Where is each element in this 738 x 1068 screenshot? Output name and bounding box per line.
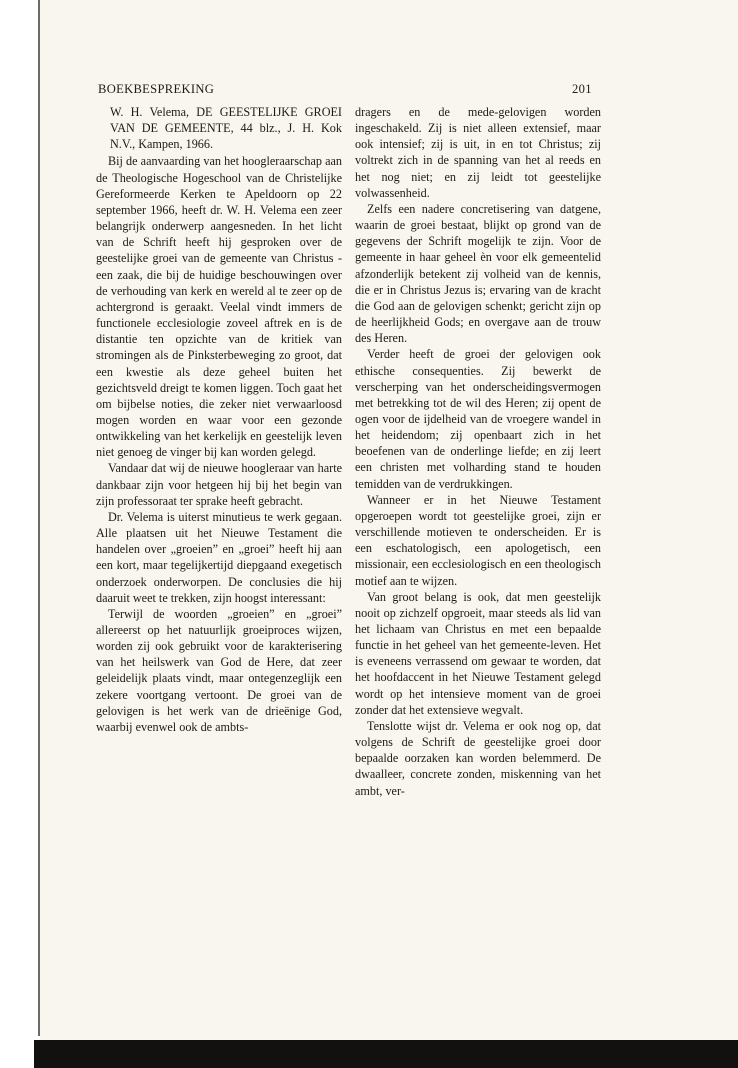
scan-bottom-border — [34, 1040, 738, 1068]
paragraph: Wanneer er in het Nieuwe Testament opgeroepen wordt tot geestelijke groei, zijn er verschillende motieven te onderscheiden. Er is een eschatologisch, een apologetisch, een missionair, een ecclesiologisch en een theologisch motief aan te wijzen. — [355, 492, 601, 588]
paragraph: Verder heeft de groei der gelovigen ook ethische consequenties. Zij bewerkt de verscherping van het onderscheidingsvermogen met betrekking tot de wil des Heren; zij opent de ogen voor de ijdelheid van de vroegere wandel in het heidendom; zij openbaart zich in het beoefenen van de onderlinge liefde; en zij leert een christen met volharding stand te houden temidden van de verdrukkingen. — [355, 347, 601, 491]
page-number: 201 — [572, 82, 592, 96]
left-column — [96, 104, 342, 1024]
paragraph: Vandaar dat wij de nieuwe hoogleraar van harte dankbaar zijn voor hetgeen hij bij het begin van zijn professoraat ter sprake heeft gebracht. — [96, 461, 342, 508]
paragraph: Terwijl de woorden „groeien” en „groei” allereerst op het natuurlijk groeiproces wijzen, worden zij ook gebruikt voor de karakterisering van het heilswerk van God de Here, dat zeer geleidelijk plaats vindt, maar ontegenzeglijk een zekere voortgang vertoont. De groei van de gelovigen is het werk van de drieënige God, waarbij evenwel ook de ambts- — [96, 606, 342, 734]
paragraph: Bij de aanvaarding van het hoogleraarschap aan de Theologische Hogeschool van de Christelijke Gereformeerde Kerken te Apeldoorn op 22 september 1966, heeft dr. W. H. Velema een zeer belangrijk onderwerp aangesneden. In het licht van de Schrift heeft hij gesproken over de geestelijke groei van de gemeente van Christus - een zaak, die bij de huidige beschouwingen over de verhouding van kerk en wereld al te zeer op de achtergrond is geraakt. Veelal vindt immers de functionele ecclesiologie zoveel aftrek en is de distantie ten opzichte van de kritiek van stromingen als de Pinksterbeweging zo groot, dat een kwestie als deze geheel buiten het gezichtsveld dreigt te komen liggen. Toch gaat het om bijbelse noties, die zeker niet verwaarloosd mogen worden en waar voor een gezonde ontwikkeling van het kerkelijk en geestelijk leven niet genoeg de vinger bij kan worden gelegd. — [96, 154, 342, 460]
paragraph: Van groot belang is ook, dat men geestelijk nooit op zichzelf opgroeit, maar steeds als lid van het lichaam van Christus en met een bepaalde functie in het geheel van het gemeente-leven. Het is eveneens verrassend om gewaar te worden, dat het hoofdaccent in het Nieuwe Testament gelegd wordt op het intensieve moment van de groei zonder dat het extensieve wegvalt. — [355, 589, 601, 717]
paragraph-continuation: dragers en de mede-gelovigen worden ingeschakeld. Zij is niet alleen extensief, maar ook intensief; zij is uit, in en tot Christus; zij voltrekt zich in de spanning van het al reeds en het nog niet; en zij leidt tot geestelijke volwassenheid. — [355, 105, 601, 200]
paragraph: Dr. Velema is uiterst minutieus te werk gegaan. Alle plaatsen uit het Nieuwe Testament die handelen over „groeien” en „groei” heeft hij aan een kort, maar tegelijkertijd diepgaand exegetisch onderzoek onderworpen. De conclusies die hij daaruit weet te trekken, zijn hoogst interessant: — [96, 509, 342, 605]
book-citation: W. H. Velema, DE GEESTELIJKE GROEI VAN DE GEMEENTE, 44 blz., J. H. Kok N.V., Kampen, 1966. — [110, 105, 342, 152]
right-column — [355, 104, 601, 1024]
paragraph: Tenslotte wijst dr. Velema er ook nog op, dat volgens de Schrift de geestelijke groei door bepaalde oorzaken kan worden belemmerd. De dwaalleer, concrete zonden, miskenning van het ambt, ver- — [355, 718, 601, 798]
running-header: BOEKBESPREKING — [98, 82, 215, 96]
paragraph: Zelfs een nadere concretisering van datgene, waarin de groei bestaat, blijkt op grond van de gegevens der Schrift mogelijk te zijn. Voor de gemeente in haar geheel èn voor elk gemeentelid afzonderlijk betekent zij volheid van de kennis, die er in Christus Jezus is; ervaring van de kracht die God aan de gelovigen schenkt; gericht zijn op de heerlijkheid Gods; en overgave aan de trouw des Heren. — [355, 201, 601, 346]
